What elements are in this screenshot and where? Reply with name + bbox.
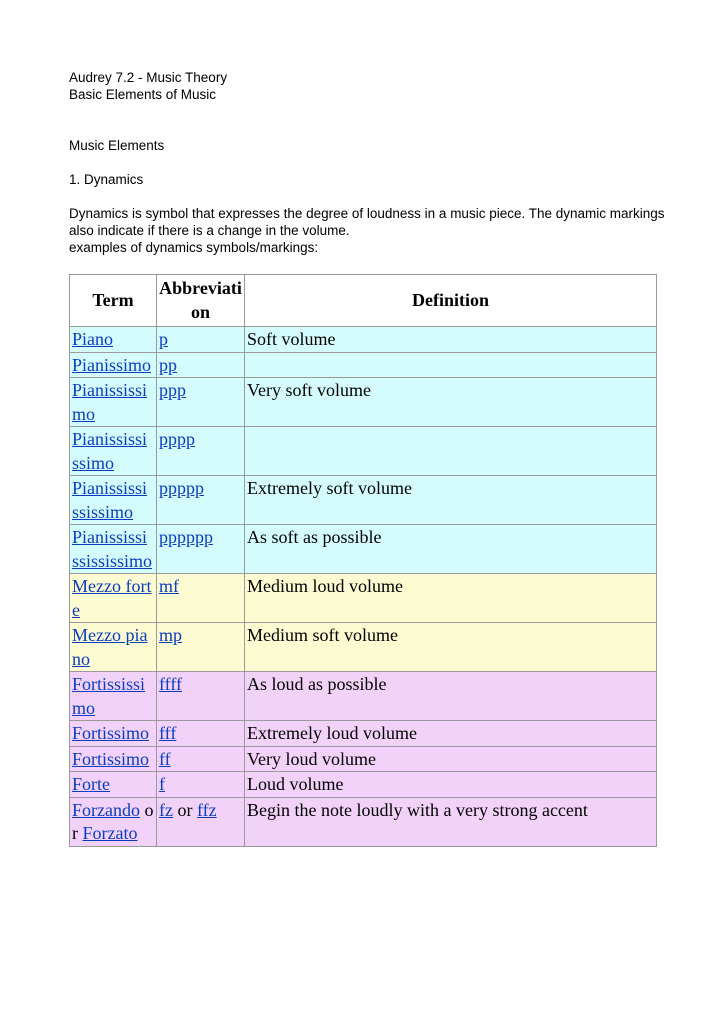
term-link[interactable]: Pianississimo — [72, 380, 148, 424]
term-cell — [70, 378, 157, 427]
abbreviation-link[interactable]: pppp — [159, 429, 195, 449]
document-title: Audrey 7.2 - Music Theory — [69, 70, 228, 85]
table-row — [70, 721, 657, 747]
term-cell — [70, 672, 157, 721]
examples-label: examples of dynamics symbols/markings: — [69, 240, 319, 255]
term-link[interactable]: Forte — [72, 774, 110, 794]
dynamics-paragraph — [69, 205, 669, 256]
document-subtitle: Basic Elements of Music — [69, 87, 217, 102]
term-cell — [70, 427, 157, 476]
definition-cell — [245, 427, 657, 476]
term-link[interactable]: Pianissississississimo — [72, 527, 153, 571]
section-heading: Music Elements — [69, 138, 165, 153]
header-definition: Definition — [245, 275, 657, 327]
abbreviation-cell — [157, 746, 245, 772]
table-row — [70, 476, 657, 525]
table-row — [70, 623, 657, 672]
abbreviation-cell — [157, 352, 245, 378]
abbreviation-link[interactable]: pp — [159, 354, 177, 375]
table-row — [70, 525, 657, 574]
term-link[interactable]: Pianissississimo — [72, 429, 148, 473]
table-body — [70, 327, 657, 847]
term-link[interactable]: Forzando — [72, 799, 140, 820]
abbreviation-link[interactable]: ppppp — [159, 478, 204, 498]
definition-cell: Soft volume — [245, 327, 657, 353]
table-row — [70, 327, 657, 353]
abbreviation-cell — [157, 378, 245, 427]
definition-cell: Medium soft volume — [245, 623, 657, 672]
term-link[interactable]: Pianissimo — [72, 354, 152, 375]
abbreviation-link[interactable]: fz — [159, 799, 173, 820]
abbreviation-link[interactable]: pppppp — [159, 527, 213, 547]
abbreviation-link[interactable]: mf — [159, 576, 179, 596]
term-link[interactable]: Pianississississimo — [72, 478, 148, 522]
term-cell — [70, 623, 157, 672]
definition-cell: As soft as possible — [245, 525, 657, 574]
abbreviation-link[interactable]: p — [159, 329, 168, 349]
dynamics-description: Dynamics is symbol that expresses the degree of loudness in a music piece. The dynamic markings also indicate if there is a change in the volume. — [69, 206, 665, 238]
term-cell — [70, 327, 157, 353]
subsection-heading: 1. Dynamics — [69, 172, 144, 187]
definition-cell: Very soft volume — [245, 378, 657, 427]
definition-cell: Very loud volume — [245, 746, 657, 772]
abbreviation-cell — [157, 721, 245, 747]
abbreviation-cell — [157, 623, 245, 672]
abbreviation-link[interactable]: ppp — [159, 380, 186, 400]
definition-cell — [245, 352, 657, 378]
term-link[interactable]: Mezzo forte — [72, 576, 152, 620]
table-row — [70, 797, 657, 846]
abbreviation-cell — [157, 525, 245, 574]
term-cell — [70, 721, 157, 747]
table-row — [70, 574, 657, 623]
table-header-row — [70, 275, 657, 327]
definition-cell: Loud volume — [245, 772, 657, 798]
term-cell — [70, 525, 157, 574]
abbreviation-cell — [157, 772, 245, 798]
abbreviation-cell — [157, 797, 245, 846]
definition-cell: Extremely soft volume — [245, 476, 657, 525]
term-link[interactable]: Forzato — [82, 823, 138, 843]
term-cell — [70, 574, 157, 623]
term-link[interactable]: Fortissimo — [72, 748, 150, 769]
dynamics-table — [69, 274, 657, 847]
abbreviation-link[interactable]: ffff — [159, 674, 183, 694]
term-cell — [70, 352, 157, 378]
abbreviation-link[interactable]: ffz — [196, 799, 217, 820]
term-cell — [70, 797, 157, 846]
table-row — [70, 772, 657, 798]
abbreviation-cell — [157, 574, 245, 623]
or-text: or — [177, 799, 193, 820]
or-text: or — [72, 799, 154, 843]
abbreviation-link[interactable]: fff — [159, 723, 177, 743]
table-row — [70, 378, 657, 427]
header-abbreviation: Abbreviation — [157, 275, 245, 327]
table-row — [70, 746, 657, 772]
term-cell — [70, 746, 157, 772]
abbreviation-cell — [157, 427, 245, 476]
term-cell — [70, 476, 157, 525]
abbreviation-link[interactable]: ff — [159, 748, 171, 769]
definition-cell: Begin the note loudly with a very strong accent — [245, 797, 657, 846]
definition-cell: Medium loud volume — [245, 574, 657, 623]
header-term: Term — [70, 275, 157, 327]
abbreviation-cell — [157, 672, 245, 721]
table-row — [70, 672, 657, 721]
term-link[interactable]: Fortissimo — [72, 723, 150, 743]
table-row — [70, 352, 657, 378]
table-row — [70, 427, 657, 476]
abbreviation-cell — [157, 476, 245, 525]
term-link[interactable]: Fortississimo — [72, 674, 146, 718]
term-link[interactable]: Piano — [72, 329, 114, 349]
abbreviation-link[interactable]: f — [159, 774, 165, 794]
abbreviation-link[interactable]: mp — [159, 625, 183, 645]
term-link[interactable]: Mezzo piano — [72, 625, 148, 669]
term-cell — [70, 772, 157, 798]
abbreviation-cell — [157, 327, 245, 353]
definition-cell: As loud as possible — [245, 672, 657, 721]
definition-cell: Extremely loud volume — [245, 721, 657, 747]
